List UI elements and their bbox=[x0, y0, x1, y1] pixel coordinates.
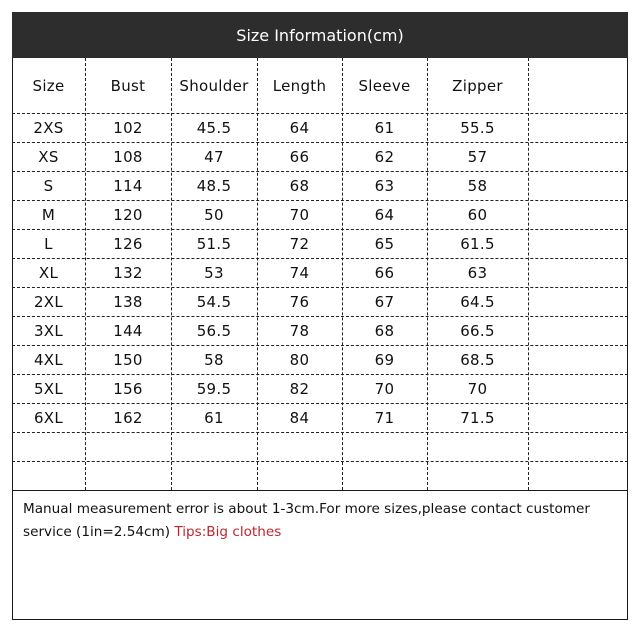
table-cell: 76 bbox=[289, 292, 310, 311]
row-divider bbox=[12, 316, 628, 317]
table-cell bbox=[528, 316, 628, 345]
table-cell: 78 bbox=[289, 321, 310, 340]
column-divider bbox=[85, 58, 86, 490]
table-cell: 138 bbox=[113, 292, 143, 311]
column-divider bbox=[427, 58, 428, 490]
table-cell bbox=[528, 229, 628, 258]
row-divider bbox=[12, 258, 628, 259]
table-cell: 68.5 bbox=[460, 350, 495, 369]
table-cell bbox=[427, 461, 528, 490]
row-divider bbox=[12, 374, 628, 375]
table-cell bbox=[85, 461, 171, 490]
table-cell: 58 bbox=[204, 350, 224, 369]
column-header: Bust bbox=[110, 76, 146, 95]
table-cell bbox=[257, 432, 342, 461]
tip-text: Tips:Big clothes bbox=[174, 524, 282, 540]
table-cell: 48.5 bbox=[196, 176, 232, 195]
table-cell: 58 bbox=[467, 176, 488, 195]
table-cell bbox=[427, 432, 528, 461]
table-cell: 66 bbox=[289, 147, 310, 166]
row-divider bbox=[12, 403, 628, 404]
table-cell: 63 bbox=[374, 176, 395, 195]
table-cell bbox=[528, 403, 628, 432]
size-chart-title: Size Information(cm) bbox=[12, 12, 628, 58]
table-cell: 82 bbox=[289, 379, 310, 398]
table-cell: 120 bbox=[113, 205, 143, 224]
row-divider bbox=[12, 287, 628, 288]
table-cell: 150 bbox=[113, 350, 143, 369]
row-divider bbox=[12, 229, 628, 230]
table-cell: 63 bbox=[467, 263, 488, 282]
size-label: 2XS bbox=[33, 118, 64, 137]
table-cell: 144 bbox=[113, 321, 143, 340]
table-cell bbox=[528, 200, 628, 229]
table-cell: 71 bbox=[374, 408, 395, 427]
column-divider bbox=[257, 58, 258, 490]
table-cell: 56.5 bbox=[196, 321, 232, 340]
table-cell: 61 bbox=[204, 408, 224, 427]
table-cell: 64.5 bbox=[460, 292, 495, 311]
column-header: Length bbox=[272, 76, 327, 95]
size-label: XL bbox=[38, 263, 59, 282]
table-cell: 60 bbox=[467, 205, 488, 224]
column-divider bbox=[342, 58, 343, 490]
column-header: Shoulder bbox=[179, 76, 249, 95]
table-cell: 54.5 bbox=[196, 292, 232, 311]
table-cell bbox=[528, 171, 628, 200]
size-label: 5XL bbox=[33, 379, 64, 398]
table-cell bbox=[528, 374, 628, 403]
column-header: Size bbox=[32, 76, 65, 95]
table-cell: 50 bbox=[204, 205, 224, 224]
size-label: 6XL bbox=[33, 408, 64, 427]
table-cell: 74 bbox=[289, 263, 310, 282]
table-cell: 84 bbox=[289, 408, 310, 427]
row-divider bbox=[12, 345, 628, 346]
table-cell: 66.5 bbox=[460, 321, 495, 340]
table-cell: 62 bbox=[374, 147, 395, 166]
table-cell bbox=[171, 461, 257, 490]
table-cell: 61 bbox=[374, 118, 395, 137]
table-cell: 70 bbox=[374, 379, 395, 398]
size-label: 3XL bbox=[33, 321, 64, 340]
table-cell bbox=[85, 432, 171, 461]
table-cell bbox=[528, 113, 628, 142]
table-cell: 57 bbox=[467, 147, 488, 166]
table-cell: 162 bbox=[113, 408, 143, 427]
table-cell: 71.5 bbox=[460, 408, 495, 427]
size-label bbox=[12, 432, 85, 461]
table-cell bbox=[528, 287, 628, 316]
table-cell: 51.5 bbox=[196, 234, 232, 253]
column-divider bbox=[171, 58, 172, 490]
size-label bbox=[12, 461, 85, 490]
size-label: M bbox=[41, 205, 56, 224]
measurement-note bbox=[23, 498, 623, 544]
table-cell: 47 bbox=[204, 147, 224, 166]
table-cell: 66 bbox=[374, 263, 395, 282]
table-cell bbox=[342, 432, 427, 461]
row-divider bbox=[12, 171, 628, 172]
table-cell: 59.5 bbox=[196, 379, 232, 398]
column-header: Sleeve bbox=[358, 76, 411, 95]
table-cell: 67 bbox=[374, 292, 395, 311]
table-cell: 114 bbox=[113, 176, 143, 195]
size-label: 4XL bbox=[33, 350, 64, 369]
table-cell bbox=[528, 142, 628, 171]
table-cell: 80 bbox=[289, 350, 310, 369]
size-table bbox=[12, 58, 628, 488]
row-divider bbox=[12, 113, 628, 114]
table-cell: 65 bbox=[374, 234, 395, 253]
size-label: 2XL bbox=[33, 292, 64, 311]
row-divider bbox=[12, 461, 628, 462]
table-cell: 55.5 bbox=[460, 118, 495, 137]
table-cell bbox=[528, 432, 628, 461]
size-label: L bbox=[44, 234, 53, 253]
table-cell: 61.5 bbox=[460, 234, 495, 253]
table-cell bbox=[342, 461, 427, 490]
table-cell bbox=[528, 345, 628, 374]
table-cell bbox=[171, 432, 257, 461]
table-cell: 45.5 bbox=[196, 118, 232, 137]
table-cell: 102 bbox=[113, 118, 143, 137]
table-cell: 53 bbox=[204, 263, 224, 282]
table-cell: 64 bbox=[289, 118, 310, 137]
table-cell: 126 bbox=[113, 234, 143, 253]
column-header: Zipper bbox=[452, 76, 503, 95]
column-header bbox=[528, 58, 628, 113]
size-label: XS bbox=[38, 147, 59, 166]
table-cell bbox=[528, 258, 628, 287]
table-cell: 132 bbox=[113, 263, 143, 282]
row-divider bbox=[12, 200, 628, 201]
table-cell: 108 bbox=[113, 147, 143, 166]
row-divider bbox=[12, 142, 628, 143]
column-divider bbox=[528, 58, 529, 490]
row-divider bbox=[12, 432, 628, 433]
table-cell: 72 bbox=[289, 234, 310, 253]
table-cell: 70 bbox=[467, 379, 488, 398]
size-label: S bbox=[43, 176, 54, 195]
table-cell: 70 bbox=[289, 205, 310, 224]
table-bottom-border bbox=[12, 490, 628, 491]
table-cell: 68 bbox=[374, 321, 395, 340]
table-cell: 68 bbox=[289, 176, 310, 195]
table-cell bbox=[257, 461, 342, 490]
table-cell: 156 bbox=[113, 379, 143, 398]
table-cell bbox=[528, 461, 628, 490]
table-cell: 69 bbox=[374, 350, 395, 369]
measurement-note-text: Manual measurement error is about 1-3cm.For more sizes,please contact customer service (1in=2.54cm) bbox=[23, 501, 590, 540]
table-cell: 64 bbox=[374, 205, 395, 224]
